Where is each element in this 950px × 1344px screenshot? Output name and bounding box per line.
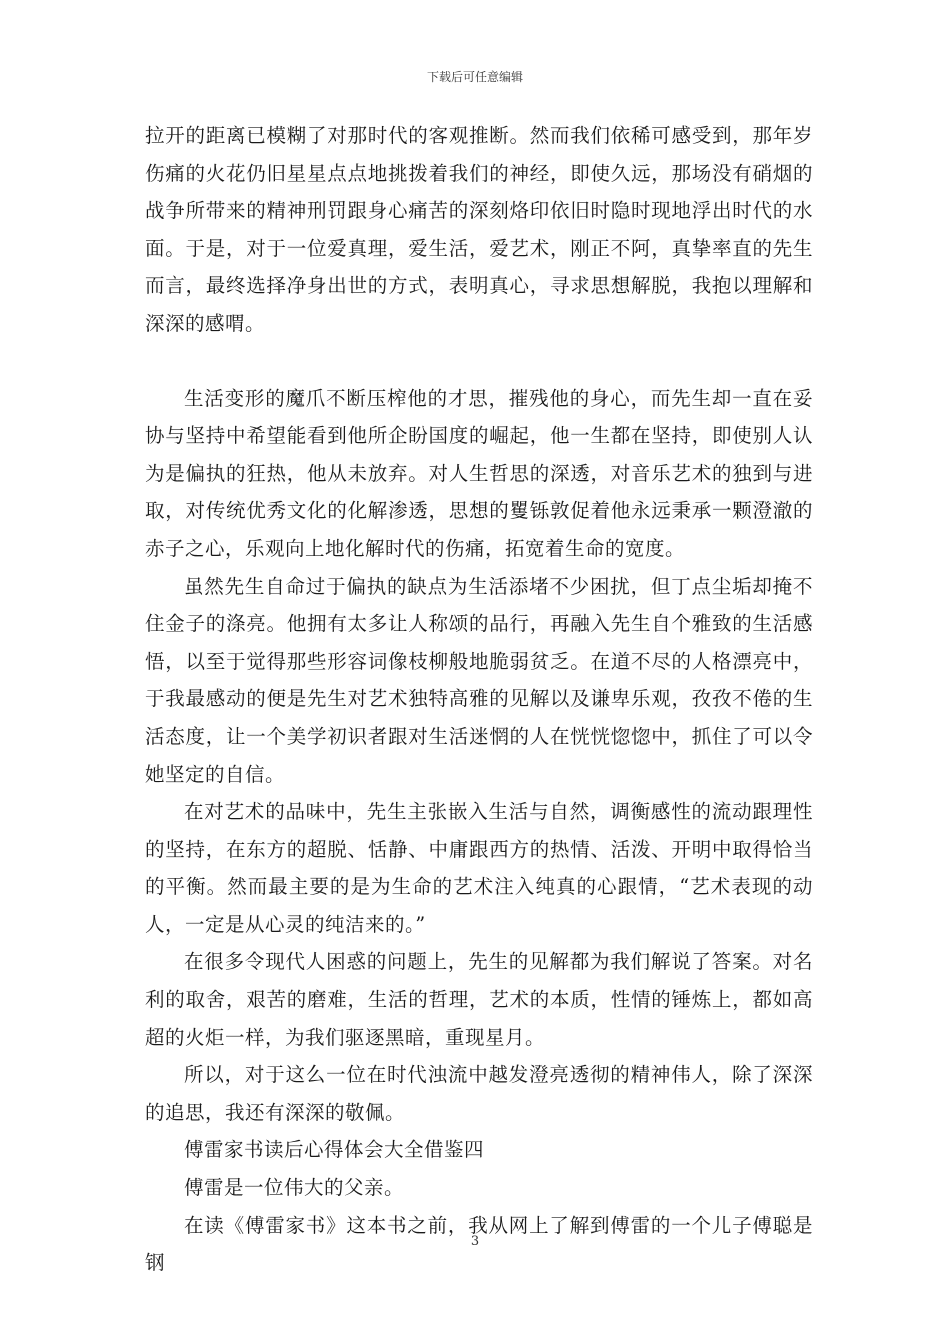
paragraph-1: 拉开的距离已模糊了对那时代的客观推断。然而我们依稀可感受到，那年岁伤痛的火花仍旧星星点点地挑拨着我们的神经，即使久远，那场没有硝烟的战争所带来的精神刑罚跟身心痛苦的深刻烙印依旧时隐时现地浮出时代的水面。于是，对于一位爱真理，爱生活，爱艺术，刚正不阿，真挚率直的先生而言，最终选择净身出世的方式，表明真心，寻求思想解脱，我抱以理解和深深的感喟。 bbox=[145, 124, 813, 335]
document-body bbox=[145, 117, 813, 1282]
paragraph-8: 在读《傅雷家书》这本书之前，我从网上了解到傅雷的一个儿子傅聪是钢 bbox=[145, 1213, 813, 1275]
paragraph-5: 在很多令现代人困惑的问题上，先生的见解都为我们解说了答案。对名利的取舍，艰苦的磨难，生活的哲理，艺术的本质，性情的锤炼上，都如高超的火炬一样，为我们驱逐黑暗，重现星月。 bbox=[145, 950, 813, 1049]
paragraph-6: 所以，对于这么一位在时代浊流中越发澄亮透彻的精神伟人，除了深深的追思，我还有深深的敬佩。 bbox=[145, 1063, 813, 1124]
page-header: 下载后可任意编辑 bbox=[426, 70, 523, 84]
paragraph-7: 傅雷是一位伟大的父亲。 bbox=[184, 1176, 405, 1200]
paragraph-3: 虽然先生自命过于偏执的缺点为生活添堵不少困扰，但丁点尘垢却掩不住金子的涤亮。他拥有太多让人称颂的品行，再融入先生自个雅致的生活感悟，以至于觉得那些形容词像枝柳般地脆弱贫乏。在道不尽的人格漂亮中，于我最感动的便是先生对艺术独特高雅的见解以及谦卑乐观，孜孜不倦的生活态度，让一个美学初识者跟对生活迷惘的人在恍恍惚惚中，抓住了可以令她坚定的自信。 bbox=[145, 574, 813, 786]
page-number: 3 bbox=[470, 1234, 480, 1249]
section-heading: 傅雷家书读后心得体会大全借鉴四 bbox=[184, 1138, 485, 1162]
paragraph-4: 在对艺术的品味中，先生主张嵌入生活与自然，调衡感性的流动跟理性的坚持，在东方的超脱、恬静、中庸跟西方的热情、活泼、开明中取得恰当的平衡。然而最主要的是为生命的艺术注入纯真的心跟情，“艺术表现的动人，一定是从心灵的纯洁来的。” bbox=[145, 800, 813, 936]
paragraph-2: 生活变形的魔爪不断压榨他的才思，摧残他的身心，而先生却一直在妥协与坚持中希望能看到他所企盼国度的崛起，他一生都在坚持，即使别人认为是偏执的狂热，他从未放弃。对人生哲思的深透，对音乐艺术的独到与进取，对传统优秀文化的化解渗透，思想的矍铄敦促着他永远秉承一颗澄澈的赤子之心，乐观向上地化解时代的伤痛，拓宽着生命的宽度。 bbox=[145, 386, 813, 560]
